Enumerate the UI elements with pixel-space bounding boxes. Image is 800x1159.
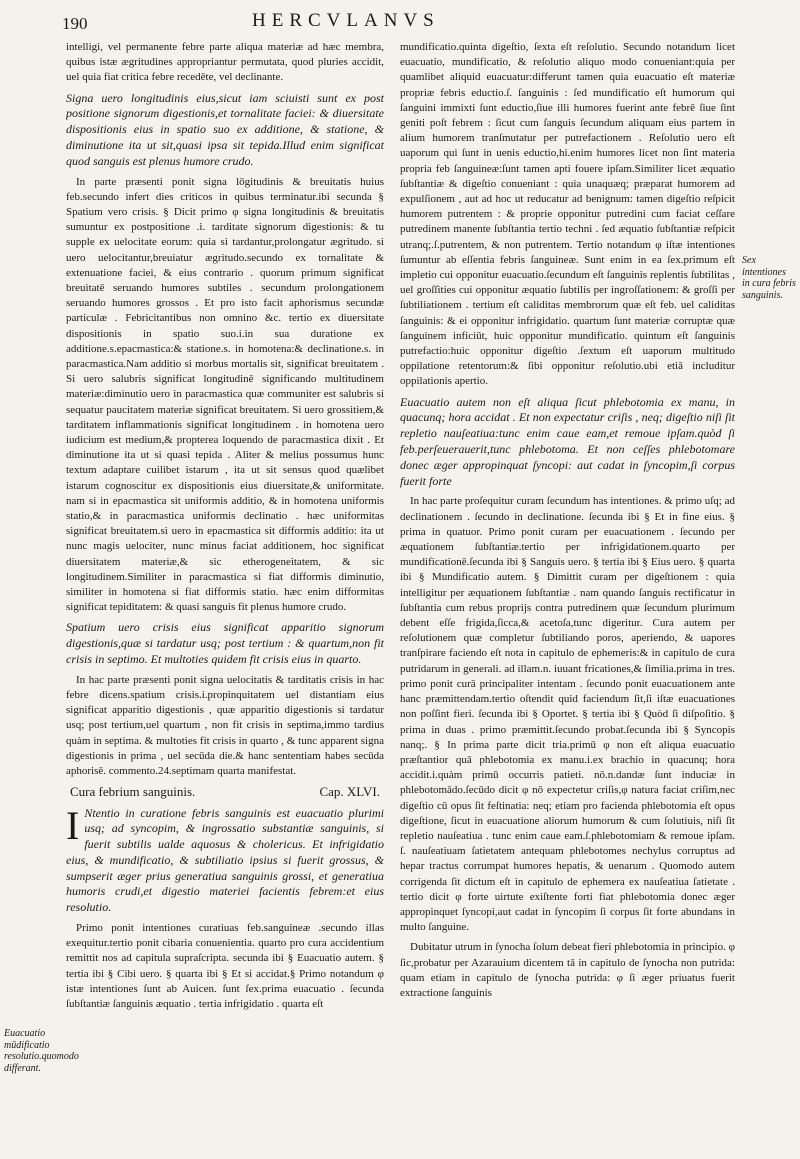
chapter-title: Cura febrium sanguinis. — [70, 784, 196, 800]
commentary-paragraph: In hac parte proſequitur curam ſecundum has intentiones. & primo uſq; ad declinationem . ſecundo in declinatione. ſecunda ibi § Et in fine eius. § prima in quatuor. Primo ponit curam per euacuationem . ſecundo per æquationem ſubſtantiæ.tertio per infrigidationem.quarto per mundificationē.ſecunda ibi § Sanguis uero. § tertia ibi § Eius uero. § quarta ibi § Mundificatio autem. § Dimittit curam per digeſtionem : quia intelligitur per æquationem ſubſtantiæ . nam quando ſanguis rectificatur in ſubſtantia cum rebus proprijs contra putredinem quæ ſecundum plurimum debent eſſe frigida,ſicca,& acetoſa,tunc digeritur. Cura autem per reſolutionem quæ completur ſubtiliando poros, aperiendo, & uapores tranſpirare faciendo eſt nota in capitulo de ephemeris:& in capitulo de cura putridarum in generali. ad illam.n. iuuant fricationes,& ſimilia.prima in tres. primo ponit curā principaliter intentam . ſecundo ponit euacuationem ante hanc præmittendam.tertio oſtendit quid faciendum ſit,ſi iſtæ euacuationes non poſſint fieri. ſecunda ibi § Oportet. § tertia ibi § Quòd ſi diſpoſitio. § prima in duas . primo præmittit.ſecundo probat.ſecunda ibi § Syncopis nanq;. § In prima parte dicit tria.primū φ non eſt aliqua euacuatio præſtantior quā phlebotomia ex manu.i.ex brachio in quacunq; hora accidit.i.quàm primū occurris patieti. nō.n.dandæ ſunt induciæ in phlebotomādo.ſecūdo dicit φ nō expectetur criſis,φ natura faciat criſim,nec digeſtio cū opus ſit feſtinatia: neq; etiam pro facienda phlebotomia eſt opus digeſtione, ſicut in euacuatione aliorum humorum & cum ſolutiuis, niſi ſit repletio nauſeatiua . tunc enim caue eam.ſ.phlebotomiam & remoue ipſam. ſ. nauſeatiuam ſatietatem antequam phlebotomes nechylus corruptus ad hepar tractus corrumpat humores hepatis, & uenarum . Quomodo autem corrigenda ſit dictum eſt in capitulo de ephemera ex nauſeatiua ſatietate . tertio dicit φ forte uirtute exiſtente forti fiat phlebotomia donec æger appropinquet ſyncopi,aut cadat in ſyncopim ſi corpus ſit forte abundans in multo ſanguine. — [400, 495, 735, 934]
commentary-paragraph: Dubitatur utrum in ſynocha ſolum debeat fieri phlebotomia in principio. φ ſic,probatur per Azarauium dicentem tā in capitulo de ſynocha non putrida: quam etiam in capitulo de ſynocha putrida: φ ſi æger priuatus fuerit extractione ſanguinis — [400, 941, 735, 999]
lemma-text: Spatium uero crisis eius significat apparitio signorum digestionis,quæ si tardatur usq; post tertium : & quartum,non fit crisis in septimo. Et multoties quidem fit crisis eius in quarto. — [66, 620, 384, 667]
marginal-note-right: Sex intentiones in cura febris sanguinis. — [742, 255, 796, 301]
paragraph: intelligi, vel permanente febre parte aliqua materiæ ad hæc membra, quibus istæ ægritudines appropriantur permutata, quod pluries accidit, uel quia fiat critica febre recedēte, vel declinante. — [66, 41, 384, 84]
drop-cap-initial: I — [66, 802, 80, 848]
right-column — [400, 40, 735, 1150]
lemma-text: Signa uero longitudinis eius,sicut iam sciuisti sunt ex post positione signorum digestionis,et tornalitate faciei: & diuersitate dispositionis eius in spatio suo ex additione, & statione, & diminutione ita ut sit,quasi ipsa sit tepida.Illud enim significat quod sanguis est plenus humore crudo. — [66, 90, 384, 168]
commentary-paragraph: In hac parte præsenti ponit signa uelocitatis & tarditatis crisis in hac febre dicens.spatium crisis.i.propinquitatem uel distantiam eius significat apparitio digestionis , quæ apparitio digestionis si tardatur usq; post tertium,uel quartum , non fit crisis in septima,immo tardius quàm in septima. & multoties fit crisis in quarto , & tunc apparent signa digestionis in prima , uel secūda die.& hanc sententiam habes secūda aphorisē. commento.24.septimam quarta manifestat. — [66, 673, 384, 778]
left-column — [66, 40, 384, 1130]
commentary-paragraph: In parte præsenti ponit signa lōgitudinis & breuitatis huius feb.secundo infert dies criticos in quibus terminatur.ibi secunda § Spatium vero crisis. § Dicit primo φ signa longitudinis & breuitatis sumuntur ex postpositione .i. tarditate signorum digestionis: & tu supple ex uelocitate eorum: quia si tardantur,prolongatur ægritudo. si uero uelocitantur,breuiatur ægritudo.secundo ex tornalitate & extenuatione faciei, & eius contrario . quorum primum significat breuitatē seruando humores subtiles . secundum prolongationem seruando humores grossos . Et pro isto facit aphorismus secundæ particulæ . Febricitantibus non omnino &c. tertio ex diuersitate dispositionis in spatio suo.i.in sua duratione ex additione.s.epacmastica:& statione.s. in homotena:& declinatione.s. in paracmastica.Nam additio si morbus mortalis sit, significat breuitatem . Si uero salubris significat longitudinē significando multitudinem materiæ:diminutio uero in paracmastica quæ communiter est salubris si sequatur paucitatem materiæ significat breuitatem. Si uero grossitiem,& tarditatem inflammationis significat longitudinem . in homotena uero iudicium est medium,& propterea loquendo de paracmastica dixit . Et diminutione ita ut si quasi tepida . Aliter & melius possumus hunc textum adaptare cuilibet istarum , ita ut sit sensus quod quælibet istarum cognoscitur ex dispositionis eius diuersitate,& uniformitate. nam si in epacmastica sit uniformis additio, & in homotena uniformis statio,& in paracmastica uniformis declinatio . hæc uniformitas significat breuitatem.si uero in epacmastica sit difformis additio: ita ut nunc magis uelociter, nunc minus faciat additionem, hoc significat diuersitatem materiæ,& sic etherogeneitatem, & sic longitudinem.Similiter in paracmastica si fiat difformis diminutio, similiter in homotena si fiat difformis statio. hæc enim difformitas significat tepiditatem: & quasi sanguis fit plenus humore crudo. — [66, 175, 384, 614]
chapter-heading — [70, 784, 380, 799]
commentary-paragraph: Primo ponit intentiones curatiuas feb.sanguineæ .secundo illas exequitur.tertio ponit cibaria conuenientia. quarto pro cura accidentium remittit nos ad capitula supraſcripta. secunda ibi § Euacuatio autem. § tertia ibi § Cibi uero. § quarta ibi § Et si accidat.§ Primo notandum φ istæ intentiones ſunt ab Auicen. ſunt ſex.prima euacuatio . ſecunda ſubſtantiæ ſanguinis æquatio . tertia infrigidatio . quarta eſt — [66, 922, 384, 1011]
lemma-text — [66, 802, 384, 917]
lemma-text: Euacuatio autem non eſt aliqua ſicut phlebotomia ex manu, in quacunq; hora accidat . Et non expectatur criſis , neq; digeſtio niſi ſit repletio nauſeatiua:tunc enim caue eam,et remoue ipſam.quòd ſi feb.perſeuerauerit,tunc phlebotoma. Et non ceſſes phlebotomare donec æger appropinquat ſyncopi: aut cadat in ſyncopim,ſi corpus fuerit forte — [400, 394, 735, 488]
chapter-number: Cap. XLVI. — [319, 784, 380, 800]
paragraph: mundificatio.quinta digeſtio, ſexta eſt reſolutio. Secundo notandum licet euacuatio, mundificatio, & reſolutio aliquo modo conueniant:quia per quamlibet aliquid euacuatur:differunt tamen quia euacuatio eſt materiæ propriæ febris eductio.ſ. ſanguinis : ſed mundificatio eſt humorum qui ſanguini immixti ſunt eductio,ſiue illi humores fuerint ante febrē ſiue ſint geniti poſt febrem : ſicut cum ſanguis ſecundum aliquam eius partem in alium humorem tranſmutatur per putrefactionem . Reſolutio uero eſt uaporum qui ſunt in uenis eductio,hi.enim humores licet non ſint materia propria feb ſanguineæ:ſunt tamen apti fouere ipſam.Similiter licet æquatio ſubſtantiæ & digeſtio conueniant : quia unaquæq; præparat humorem ad expulſionem , aut ad hoc ut reducatur ad benignum: tamen digeſtio reſpicit humorem putrentem : & proprie opponitur putredini cum faciat ceſſare putredinem manente ſubſtantia tertio techni . ſed æquatio ſubſtantiæ reſpicit utranq;.ſ.putrentem, & non putrentem. Tertio notandum φ iſtæ intentiones ſumuntur ab eſſentia febris ſanguineæ. Sunt enim in ea ſex.primum eſt impletio cui opponitur euacuatio.ſecundum eſt ſanguinis replentis ſubtilitas , uel groſſities cui opponitur æquatio ſubtilis per ingroſſationem: & groſſi per ſubtiliationem . tertium eſt caliditas membrorum quæ eſt feb. uel caliditas ſanguinis: & ei opponitur infrigidatio. quartum ſunt materiæ corruptæ quæ ſanguinem inficiūt, huic opponitur mundificatio. quintum eſt ſanguinis putrefactio:huic opponitur digeſtio .ſextum eſt uaporum multitudo oppilatione retentorum:& ſibi opponitur reſolutio.ubi etiā includitur oppilationis apertio. — [400, 41, 735, 388]
page-header — [62, 6, 722, 40]
running-head: HERCVLANVS — [252, 10, 440, 31]
lemma-body: Ntentio in curatione febris sanguinis est euacuatio plurimi usq; ad syncopim, & ingrossatio substantiæ sanguinis, si fuerit subtilis ualde aquosus & cholericus. Et infrigidatio eius, & mundificatio, & subtiliatio ipsius si fuerit grossus, & sumpserit æger prius generatiua sanguinis grossi, et generatiua humoris crudi,et digestio materiei facientis febrem:et eius resolutio. — [66, 805, 384, 915]
marginal-note-left: Euacuatio mūdificatio resolutio.quomodo differant. — [4, 1028, 79, 1074]
page-number: 190 — [62, 14, 88, 33]
